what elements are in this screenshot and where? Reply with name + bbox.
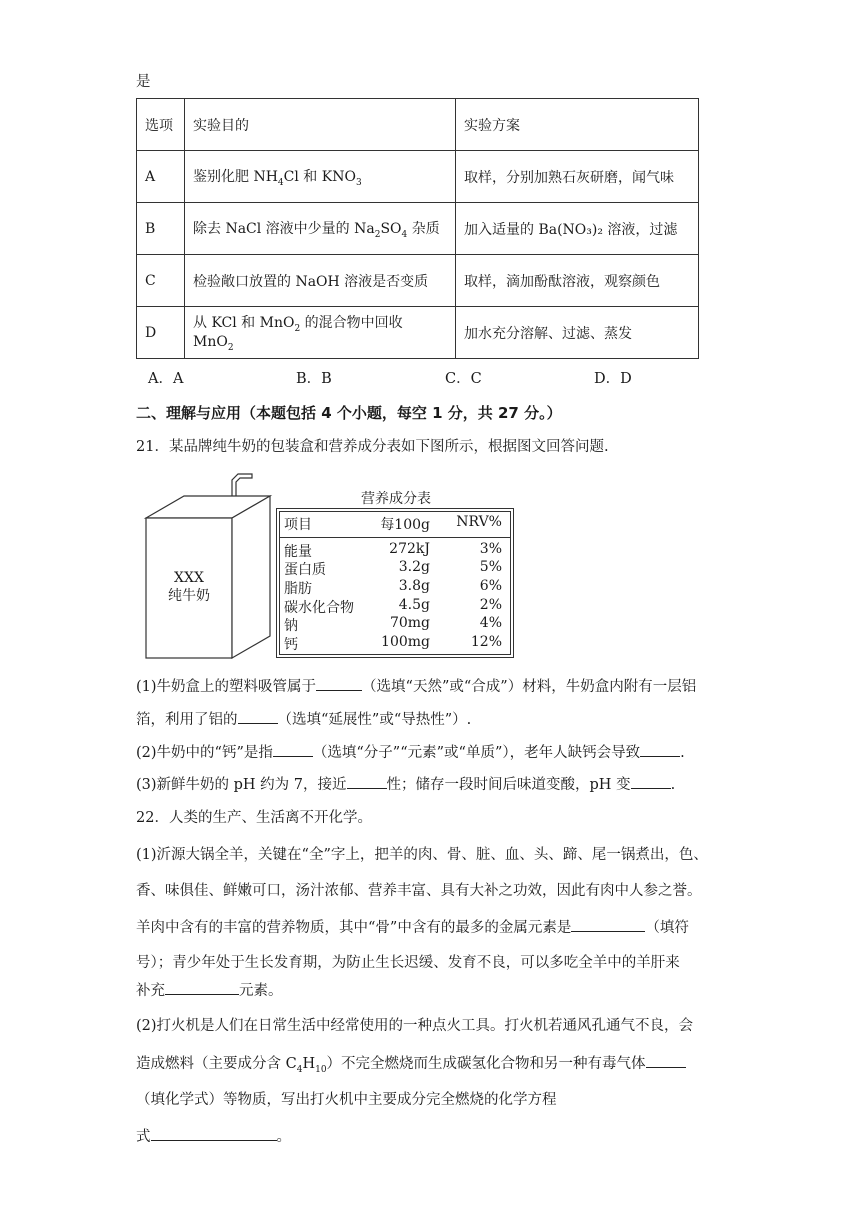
answer-blank[interactable] bbox=[631, 774, 671, 789]
option-letter: C bbox=[137, 255, 185, 307]
answer-blank[interactable] bbox=[646, 1053, 686, 1068]
q21-part1-line2: 箔，利用了铝的 （选填“延展性”或“导热性”）. bbox=[136, 709, 471, 730]
experiment-goal: 从 KCl 和 MnO$_2$ 的混合物中回收 MnO$_2$ bbox=[185, 307, 456, 359]
nutrient-nrv: 6% bbox=[479, 578, 502, 594]
table-header-row bbox=[137, 99, 699, 151]
experiment-goal: 鉴别化肥 $NH_4Cl$ 和 $KNO_3$ bbox=[185, 151, 456, 203]
choice-c[interactable]: C．C bbox=[445, 371, 482, 387]
milk-box-label bbox=[147, 569, 231, 605]
nutrient-nrv: 5% bbox=[479, 559, 502, 575]
answer-blank[interactable] bbox=[347, 774, 387, 789]
nutrient-amount: 4.5g bbox=[398, 597, 430, 613]
table-header: 实验方案 bbox=[456, 99, 699, 151]
option-letter: B bbox=[137, 203, 185, 255]
continued-text: 是 bbox=[136, 74, 151, 90]
nutrient-amount: 3.8g bbox=[398, 578, 430, 594]
experiment-plan: 取样，分别加熟石灰研磨，闻气味 bbox=[456, 151, 699, 203]
option-letter: D bbox=[137, 307, 185, 359]
nutrient-nrv: 12% bbox=[470, 634, 502, 650]
table-row bbox=[137, 307, 699, 359]
nutrient-amount: 3.2g bbox=[398, 559, 430, 575]
answer-blank[interactable] bbox=[151, 1126, 277, 1141]
answer-blank[interactable] bbox=[273, 742, 313, 757]
nutrient-name: 脂肪 bbox=[284, 581, 312, 597]
q22-text-line: 补充 元素。 bbox=[136, 980, 283, 1001]
q22-text-line: 式 。 bbox=[136, 1126, 291, 1147]
choice-a[interactable]: A．A bbox=[148, 371, 184, 387]
question-21-stem: 21．某品牌纯牛奶的包装盒和营养成分表如下图所示，根据图文回答问题. bbox=[136, 439, 609, 455]
q21-part3: (3)新鲜牛奶的 pH 约为 7，接近 性；储存一段时间后味道变酸，pH 变 . bbox=[136, 774, 675, 795]
table-row bbox=[137, 203, 699, 255]
nutrition-title: 营养成分表 bbox=[361, 491, 431, 507]
nutrient-nrv: 3% bbox=[479, 541, 502, 557]
q22-text-line: 号）；青少年处于生长发育期，为防止生长迟缓、发育不良，可以多吃全羊中的羊肝来 bbox=[136, 955, 680, 971]
q22-text-line: (2)打火机是人们在日常生活中经常使用的一种点火工具。打火机若通风孔通气不良，会 bbox=[136, 1018, 694, 1034]
q22-text-line: 香、味俱佳、鲜嫩可口，汤汁浓郁、营养丰富、具有大补之功效，因此有肉中人参之誉。 bbox=[136, 883, 702, 899]
table-header: 实验目的 bbox=[185, 99, 456, 151]
nutrition-header: 项目 bbox=[284, 517, 312, 533]
table-row bbox=[137, 255, 699, 307]
table-header: 选项 bbox=[137, 99, 185, 151]
experiment-table bbox=[136, 98, 699, 359]
answer-blank[interactable] bbox=[571, 917, 645, 932]
box-side bbox=[232, 496, 270, 658]
answer-blank[interactable] bbox=[640, 742, 680, 757]
q22-text-line: (1)沂源大锅全羊，关键在“全”字上，把羊的肉、骨、脏、血、头、蹄、尾一锅煮出，色、 bbox=[136, 847, 708, 863]
section-title: 二、理解与应用（本题包括 4 个小题，每空 1 分，共 27 分。） bbox=[136, 404, 562, 422]
choice-b[interactable]: B．B bbox=[296, 371, 332, 387]
experiment-goal: 除去 NaCl 溶液中少量的 $Na_2SO_4$ 杂质 bbox=[185, 203, 456, 255]
experiment-goal: 检验敞口放置的 NaOH 溶液是否变质 bbox=[185, 255, 456, 307]
experiment-plan: 加入适量的 Ba(NO₃)₂ 溶液，过滤 bbox=[456, 203, 699, 255]
question-22-stem: 22．人类的生产、生活离不开化学。 bbox=[136, 810, 372, 826]
nutrient-name: 钙 bbox=[284, 637, 298, 653]
answer-blank[interactable] bbox=[165, 980, 239, 995]
milk-box-illustration bbox=[140, 470, 280, 662]
nutrient-amount: 70mg bbox=[389, 615, 430, 631]
table-row bbox=[137, 151, 699, 203]
nutrient-name: 碳水化合物 bbox=[284, 600, 354, 616]
experiment-plan: 加水充分溶解、过滤、蒸发 bbox=[456, 307, 699, 359]
q21-part2: (2)牛奶中的“钙”是指 （选填“分子”“元素”或“单质”），老年人缺钙会导致 . bbox=[136, 742, 685, 763]
answer-blank[interactable] bbox=[238, 709, 278, 724]
option-letter: A bbox=[137, 151, 185, 203]
nutrient-amount: 100mg bbox=[381, 634, 430, 650]
q21-part1-line1: (1)牛奶盒上的塑料吸管属于 （选填“天然”或“合成”）材料，牛奶盒内附有一层铝 bbox=[136, 676, 696, 697]
answer-blank[interactable] bbox=[316, 676, 362, 691]
nutrition-header: NRV% bbox=[456, 514, 502, 530]
product-name: 纯牛奶 bbox=[168, 588, 210, 604]
q22-text-line: 造成燃料（主要成分含 $C_4H_{10}$）不完全燃烧而生成碳氢化合物和另一种有毒气体 bbox=[136, 1053, 686, 1080]
nutrition-header: 每100g bbox=[380, 517, 430, 533]
nutrient-name: 钠 bbox=[284, 618, 298, 634]
choice-d[interactable]: D．D bbox=[594, 371, 632, 387]
nutrient-name: 能量 bbox=[284, 544, 312, 560]
q22-text-line: （填化学式）等物质，写出打火机中主要成分完全燃烧的化学方程 bbox=[136, 1092, 557, 1108]
experiment-plan: 取样，滴加酚酞溶液，观察颜色 bbox=[456, 255, 699, 307]
nutrient-nrv: 2% bbox=[479, 597, 502, 613]
q22-text-line: 羊肉中含有的丰富的营养物质，其中“骨”中含有的最多的金属元素是 （填符 bbox=[136, 917, 689, 938]
nutrient-amount: 272kJ bbox=[389, 541, 430, 557]
nutrient-name: 蛋白质 bbox=[284, 562, 326, 578]
nutrient-nrv: 4% bbox=[479, 615, 502, 631]
brand-name: XXX bbox=[174, 570, 204, 586]
